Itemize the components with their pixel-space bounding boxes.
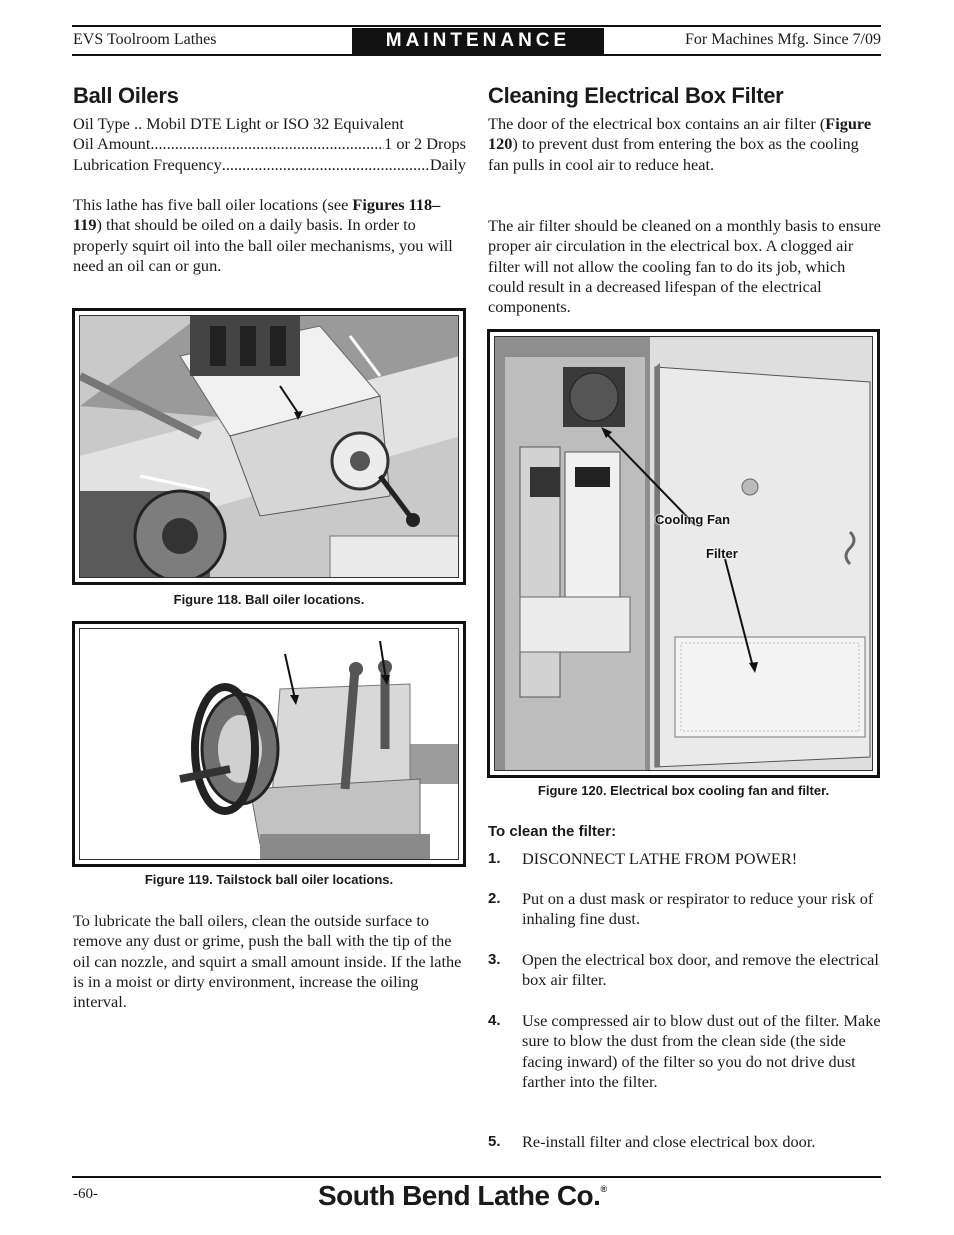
brand-logo: South Bend Lathe Co.®	[318, 1180, 607, 1211]
header-bottom-rule	[72, 54, 881, 56]
step-text: Open the electrical box door, and remove the electrical box air filter.	[522, 950, 879, 990]
step-3	[488, 950, 883, 991]
figure-120-frame	[487, 329, 880, 778]
step-number: 3.	[488, 951, 501, 968]
step-text: Put on a dust mask or respirator to reduce your risk of inhaling fine dust.	[522, 889, 874, 929]
oil-spec-list	[73, 114, 466, 175]
figure-120-reference: Figure 120	[488, 114, 872, 154]
step-number: 1.	[488, 850, 501, 867]
page-number: -60-	[73, 1186, 98, 1202]
figure-118-photo	[79, 315, 459, 578]
lathe-carriage-illustration	[80, 316, 459, 578]
step-5	[488, 1132, 883, 1152]
header-mfg-note: For Machines Mfg. Since 7/09	[685, 31, 881, 48]
spec-lubrication-frequency: Lubrication Frequency ..... Daily	[73, 155, 466, 175]
filter-label: Filter	[706, 546, 738, 561]
figure-120-caption: Figure 120. Electrical box cooling fan and filter.	[537, 783, 830, 798]
filter-schedule: The air filter should be cleaned on a monthly basis to ensure proper air circulation in the electrical box. A clogged air filter will not allow the cooling fan to do its job, which could result in a decreased lifespan of the electrical components.	[488, 216, 881, 317]
ball-oilers-intro: This lathe has five ball oiler locations (see Figures 118–119) that should be oiled on a daily basis. In order to properly squirt oil into the ball oiler mechanisms, you will need an oil can or gun.	[73, 195, 453, 275]
step-4	[488, 1011, 883, 1092]
figure-118-119-reference: Figures 118–119	[73, 195, 441, 235]
step-number: 4.	[488, 1012, 501, 1029]
figure-119-caption: Figure 119. Tailstock ball oiler locations.	[144, 872, 394, 887]
registered-mark: ®	[600, 1184, 607, 1194]
figure-120-photo	[494, 336, 873, 771]
footer-rule	[72, 1176, 881, 1178]
spec-oil-amount: Oil Amount ..... 1 or 2 Drops	[73, 134, 466, 154]
ball-oilers-procedure: To lubricate the ball oilers, clean the outside surface to remove any dust or grime, push the ball with the tip of the oil can nozzle, and squirt a small amount inside. If the lathe is in a moist or dirty environment, increase the oiling interval.	[73, 911, 462, 1012]
electrical-filter-heading: Cleaning Electrical Box Filter	[488, 83, 784, 108]
ball-oilers-heading: Ball Oilers	[73, 83, 179, 108]
header-top-rule	[72, 25, 881, 27]
header-manual-title: EVS Toolroom Lathes	[73, 31, 217, 48]
electrical-box-illustration	[495, 337, 873, 771]
spec-oil-type: Oil Type .. Mobil DTE Light or ISO 32 Equivalent	[73, 114, 404, 133]
figure-118-caption: Figure 118. Ball oiler locations.	[173, 592, 365, 607]
step-2	[488, 889, 883, 930]
tailstock-illustration	[80, 629, 459, 860]
step-text: Re-install filter and close electrical box door.	[522, 1132, 816, 1151]
filter-intro: The door of the electrical box contains an air filter (Figure 120) to prevent dust from entering the box as the cooling fan pulls in cool air to reduce heat.	[488, 114, 872, 174]
step-number: 2.	[488, 890, 501, 907]
step-number: 5.	[488, 1133, 501, 1150]
steps-heading: To clean the filter:	[488, 823, 617, 840]
figure-119-photo	[79, 628, 459, 860]
step-1	[488, 849, 883, 869]
step-text: Use compressed air to blow dust out of the filter. Make sure to blow the dust from the clean side (the side facing inward) of the filter so you do not drive dust farther into the filter.	[522, 1011, 881, 1091]
figure-119-frame	[72, 621, 466, 867]
header-section-badge: MAINTENANCE	[352, 28, 604, 54]
step-text: DISCONNECT LATHE FROM POWER!	[522, 849, 798, 868]
cooling-fan-label: Cooling Fan	[655, 512, 731, 527]
figure-118-frame	[72, 308, 466, 585]
